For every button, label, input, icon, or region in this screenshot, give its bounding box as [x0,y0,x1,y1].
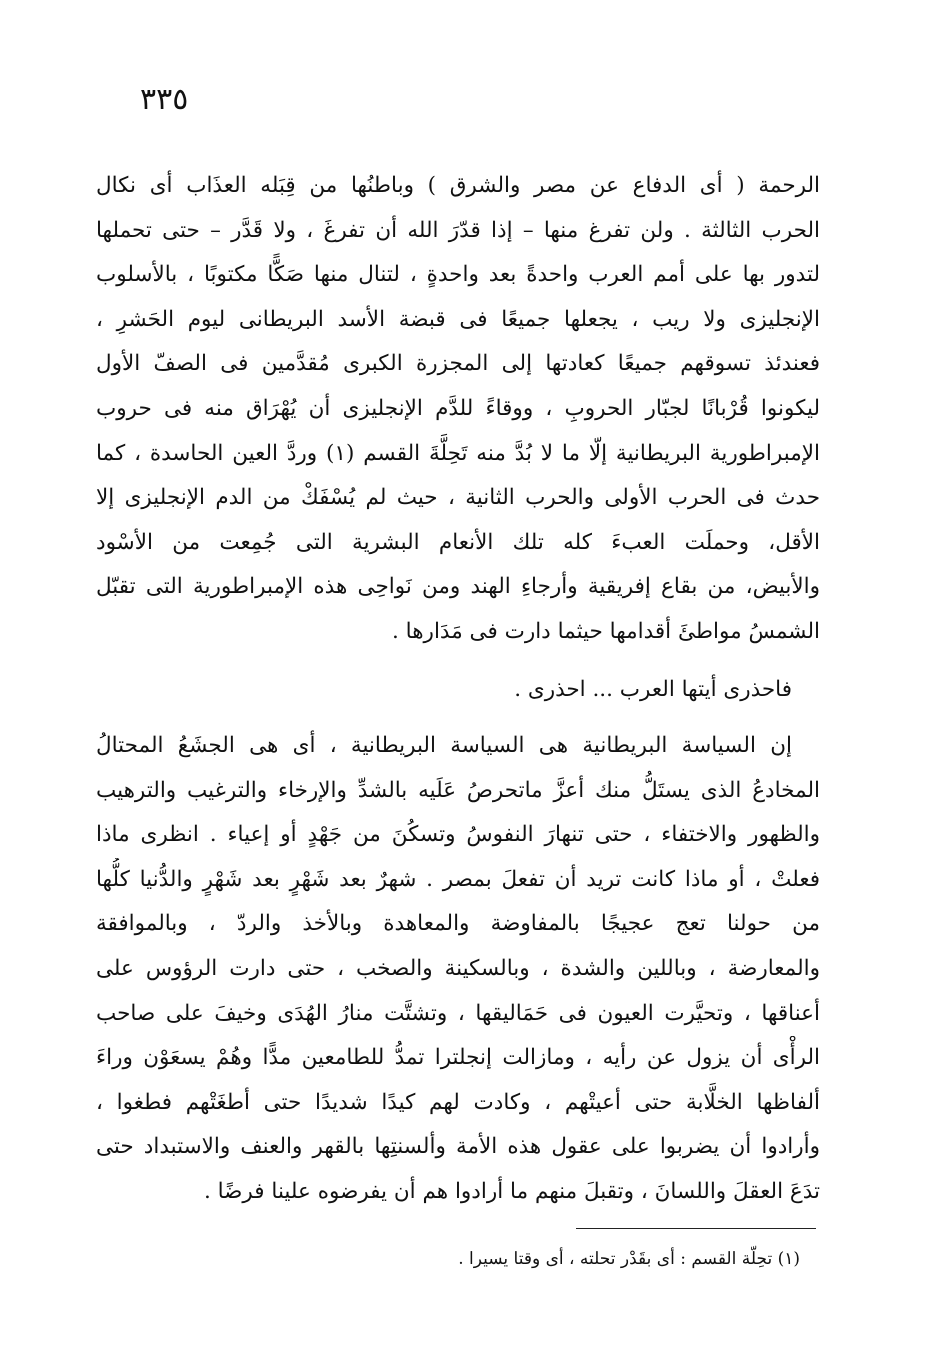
text-line: الرحمة ( أى الدفاع عن مصر والشرق ) وباطنُها من قِبَله العذَاب أى نكال [96,173,820,198]
text-line: الشمسُ مواطئَ أقدامها حيثما دارت فى مَدَارها . [392,618,820,644]
text-line: فاحذرى أيتها العرب ... احذرى . [514,677,792,702]
text-line: الإنجليزى ولا ريب ، يجعلها جميعًا فى قبضة الأسد البريطانى ليوم الحَشرِ ، [96,306,820,332]
text-line: أعناقها ، وتحيَّرت العيون فى حَمَاليقها ، وتشتَّت منارُ الهُدَى وخيفَ على صاحب [96,1000,820,1026]
text-line: حدث فى الحرب الأولى والحرب الثانية ، حيث لم يُسْفَكْ من الدم الإنجليزى إلا [96,485,820,511]
text-line: الحرب الثالثة . ولن تفرغ منها – إذا قدّرَ الله أن تفرغَ ، ولا قَدَّر – حتى تحملها [96,217,820,243]
text-line: من حولنا تعج عجيجًا بالمفاوضة والمعاهدة وبالأخذ والردّ ، وبالموافقة [96,911,820,937]
text-line: فعلتْ ، أو ماذا كانت تريد أن تفعلَ بمصر . شهرٌ بعد شَهْرٍ بعد شَهْرٍ والدُّنيا كلُّها [96,866,820,892]
paragraph-3 [96,724,820,1215]
text-line: المخادعُ الذى يستَلُّ منك أعزَّ ماتحرصُ عَلَيه بالشدِّ والإرخاء والترغيب والترهيب [96,777,820,803]
text-line: والظهور والاختفاء ، حتى تنهارَ النفوسُ وتسكُنَ من جَهْدٍ أو إعياء . انظرى ماذا [96,822,820,848]
footnote: (١) تحِلّة القسم : أى بقَدْر تحلته ، أى وقتا يسيرا . [458,1249,800,1269]
text-line: والأبيض، من بقاع إفريقية وأرجاءِ الهند ومن نَواحِى هذه الإمبراطورية التى تقبّل [96,574,820,600]
text-line: ليكونوا قُرْبانًا لجبّار الحروبِ ، ووقاءً للدَّم الإنجليزى أن يُهْرَاق منه فى حروب [96,395,820,421]
page-number: ٣٣٥ [140,82,189,117]
paragraph-2 [96,668,820,713]
text-line: الرأْى أن يزول عن رأيه ، ومازالت إنجلترا تمدُّ للطامعين مدًّا وهُمْ يسعَوْن وراءَ [96,1045,820,1071]
text-line: فعندئذ تسوقهم جميعًا كعادتها إلى المجزرة الكبرى مُقدَّمين فى الصفّ الأول [96,351,820,377]
text-line: والمعارضة ، وباللين والشدة ، وبالسكينة والصخب ، حتى دارت الرؤوس على [96,955,820,981]
text-line: إن السياسة البريطانية هى السياسة البريطانية ، أى هى الجشَعُ المحتالُ [96,733,792,758]
text-line: الإمبراطورية البريطانية إلّا ما لا بُدَّ منه تَحِلَّةَ القسم (١) وردَّ العين الحاسدة ، كما [96,440,820,466]
text-line: وأرادوا أن يضربوا على عقول هذه الأمة وألسنتِها بالقهر والعنف والاستبداد حتى [96,1134,820,1160]
text-line: الأقل، وحملَت العبءَ كله تلك الأنعام البشرية التى جُمِعت من الأسْود [96,529,820,555]
text-line: لتدور بها على أمم العرب واحدةً بعد واحدةٍ ، لتنال منها صَكًّا مكتوبًا ، بالأسلوب [96,262,820,288]
paragraph-1 [96,164,820,655]
text-line: تدَعَ العقلَ واللسانَ ، وتقبلَ منهم ما أرادوا هم أن يفرضوه علينا فرضًا . [203,1178,820,1204]
footnote-divider [576,1228,816,1229]
text-line: ألفاظها الخلَّابة حتى أعيتْهم ، وكادت لهم كيدًا شديدًا حتى أطغَتْهم فطغوا ، [96,1089,820,1115]
